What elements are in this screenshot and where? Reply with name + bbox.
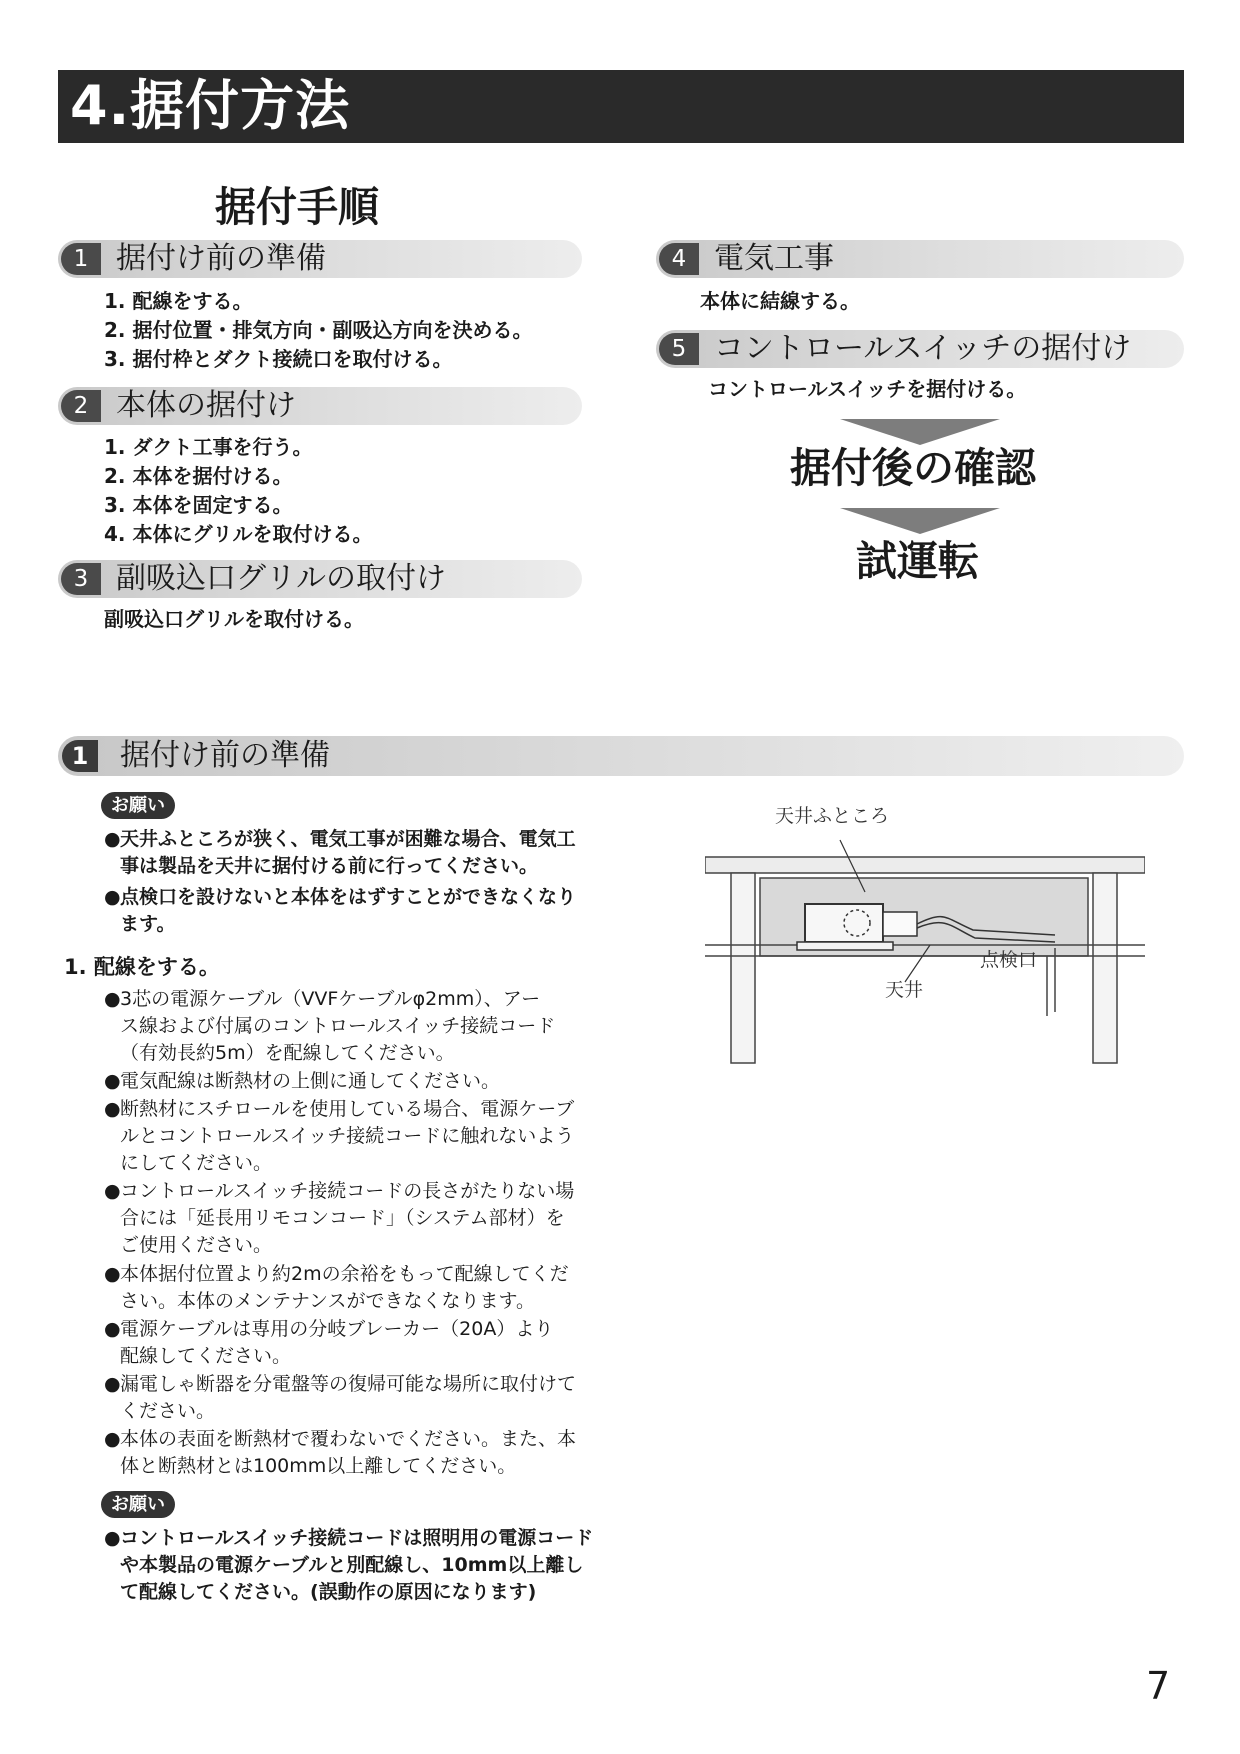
section-1-heading <box>58 736 1184 776</box>
inspection-port-label: 点検口 <box>980 949 1038 971</box>
list-item: 3. 据付枠とダクト接続口を取付ける。 <box>104 347 453 371</box>
ceiling-slab <box>705 857 1145 873</box>
wiring-bullet: ● 本体据付位置より約2mの余裕をもって配線してくだ さい。本体のメンテナンスができなくなります。 <box>104 1263 569 1312</box>
right-wall <box>1093 873 1117 1063</box>
list-item: 3. 本体を固定する。 <box>104 493 293 517</box>
arrow-down-icon <box>840 419 1000 445</box>
step-5-list <box>708 375 1026 404</box>
list-item: 2. 本体を据付ける。 <box>104 464 293 488</box>
request-item: ● 点検口を設けないと本体をはずすことができなくなり ます。 <box>104 886 577 935</box>
step-3-pill <box>58 560 582 598</box>
bullet-icon: ● <box>104 1070 121 1092</box>
step-3-number: 3 <box>61 563 101 595</box>
request-badge: お願い <box>101 792 175 819</box>
ceiling-installation-diagram <box>705 800 1145 1070</box>
bullet-icon: ● <box>104 828 121 850</box>
arrow-down-icon <box>840 508 1000 534</box>
page-title: 4.据付方法 <box>70 74 351 137</box>
wiring-bullet: ● 本体の表面を断熱材で覆わないでください。また、本 体と断熱材とは100mm以上離してください。 <box>104 1428 577 1477</box>
step-1-number: 1 <box>61 243 101 275</box>
step-4-list <box>700 287 860 316</box>
step-5-label: コントロールスイッチの据付け <box>714 331 1132 366</box>
bullet-icon: ● <box>104 1263 121 1285</box>
bullet-icon: ● <box>104 1428 121 1450</box>
wiring-bullet: ● 3芯の電源ケーブル（VVFケーブルφ2mm）、アー ス線および付属のコントロールスイッチ接続コード （有効長約5m）を配線してください。 <box>104 988 556 1064</box>
wiring-bullet: ● コントロールスイッチ接続コードの長さがたりない場 合には「延長用リモコンコード」（システム部材）を ご使用ください。 <box>104 1180 575 1256</box>
step-4-number: 4 <box>659 243 699 275</box>
unit-body <box>805 904 883 942</box>
grille <box>797 942 893 950</box>
step-1-pill <box>58 240 582 278</box>
request-item: ● 天井ふところが狭く、電気工事が困難な場合、電気工 事は製品を天井に据付ける前に行ってください。 <box>104 828 576 877</box>
request-badge: お願い <box>101 1491 175 1518</box>
bullet-icon: ● <box>104 1373 121 1395</box>
list-item: 1. ダクト工事を行う。 <box>104 435 313 459</box>
wiring-subheading: 1. 配線をする。 <box>64 955 220 979</box>
bullet-icon: ● <box>104 1318 121 1340</box>
list-item: 副吸込口グリルを取付ける。 <box>104 607 364 631</box>
wiring-bullet: ● 電源ケーブルは専用の分岐ブレーカー（20A）より 配線してください。 <box>104 1318 554 1367</box>
bullet-icon: ● <box>104 886 121 908</box>
list-item: 4. 本体にグリルを取付ける。 <box>104 522 373 546</box>
step-2-list <box>104 433 372 549</box>
wiring-bullet: ● 電気配線は断熱材の上側に通してください。 <box>104 1068 500 1095</box>
title-bar <box>58 70 1184 143</box>
section-1-number: 1 <box>62 740 98 772</box>
step-5-number: 5 <box>659 333 699 365</box>
bullet-icon: ● <box>104 1098 121 1120</box>
step-2-pill <box>58 387 582 425</box>
list-item: 2. 据付位置・排気方向・副吸込方向を決める。 <box>104 318 533 342</box>
bullet-icon: ● <box>104 1527 121 1549</box>
step-4-pill <box>656 240 1184 278</box>
ceiling-space-label: 天井ふところ <box>775 805 890 827</box>
step-2-number: 2 <box>61 390 101 422</box>
left-wall <box>731 873 755 1063</box>
step-5-pill <box>656 330 1184 368</box>
page-number: 7 <box>1146 1664 1171 1708</box>
request-item: ● コントロールスイッチ接続コードは照明用の電源コード や本製品の電源ケーブルと別配線し、10mm以上離し て配線してください。(誤動作の原因になります) <box>104 1527 594 1603</box>
step-3-list <box>104 605 364 634</box>
step-1-label: 据付け前の準備 <box>116 241 326 276</box>
after-check-label: 据付後の確認 <box>790 444 1036 492</box>
list-item: 本体に結線する。 <box>700 289 860 313</box>
trial-run-label: 試運転 <box>856 537 979 585</box>
list-item: コントロールスイッチを据付ける。 <box>708 377 1027 401</box>
step-1-list <box>104 287 532 374</box>
wiring-bullet: ● 断熱材にスチロールを使用している場合、電源ケーブ ルとコントロールスイッチ接続コードに触れないよう にしてください。 <box>104 1098 575 1174</box>
wiring-bullet: ● 漏電しゃ断器を分電盤等の復帰可能な場所に取付けて ください。 <box>104 1373 577 1422</box>
section-1-title: 据付け前の準備 <box>120 738 330 773</box>
ceiling-label: 天井 <box>885 979 924 1001</box>
bullet-icon: ● <box>104 988 121 1010</box>
step-2-label: 本体の据付け <box>116 388 296 423</box>
list-item: 1. 配線をする。 <box>104 289 253 313</box>
step-4-label: 電気工事 <box>714 241 834 276</box>
procedure-heading: 据付手順 <box>215 183 379 231</box>
bullet-icon: ● <box>104 1180 121 1202</box>
step-3-label: 副吸込口グリルの取付け <box>116 561 446 596</box>
